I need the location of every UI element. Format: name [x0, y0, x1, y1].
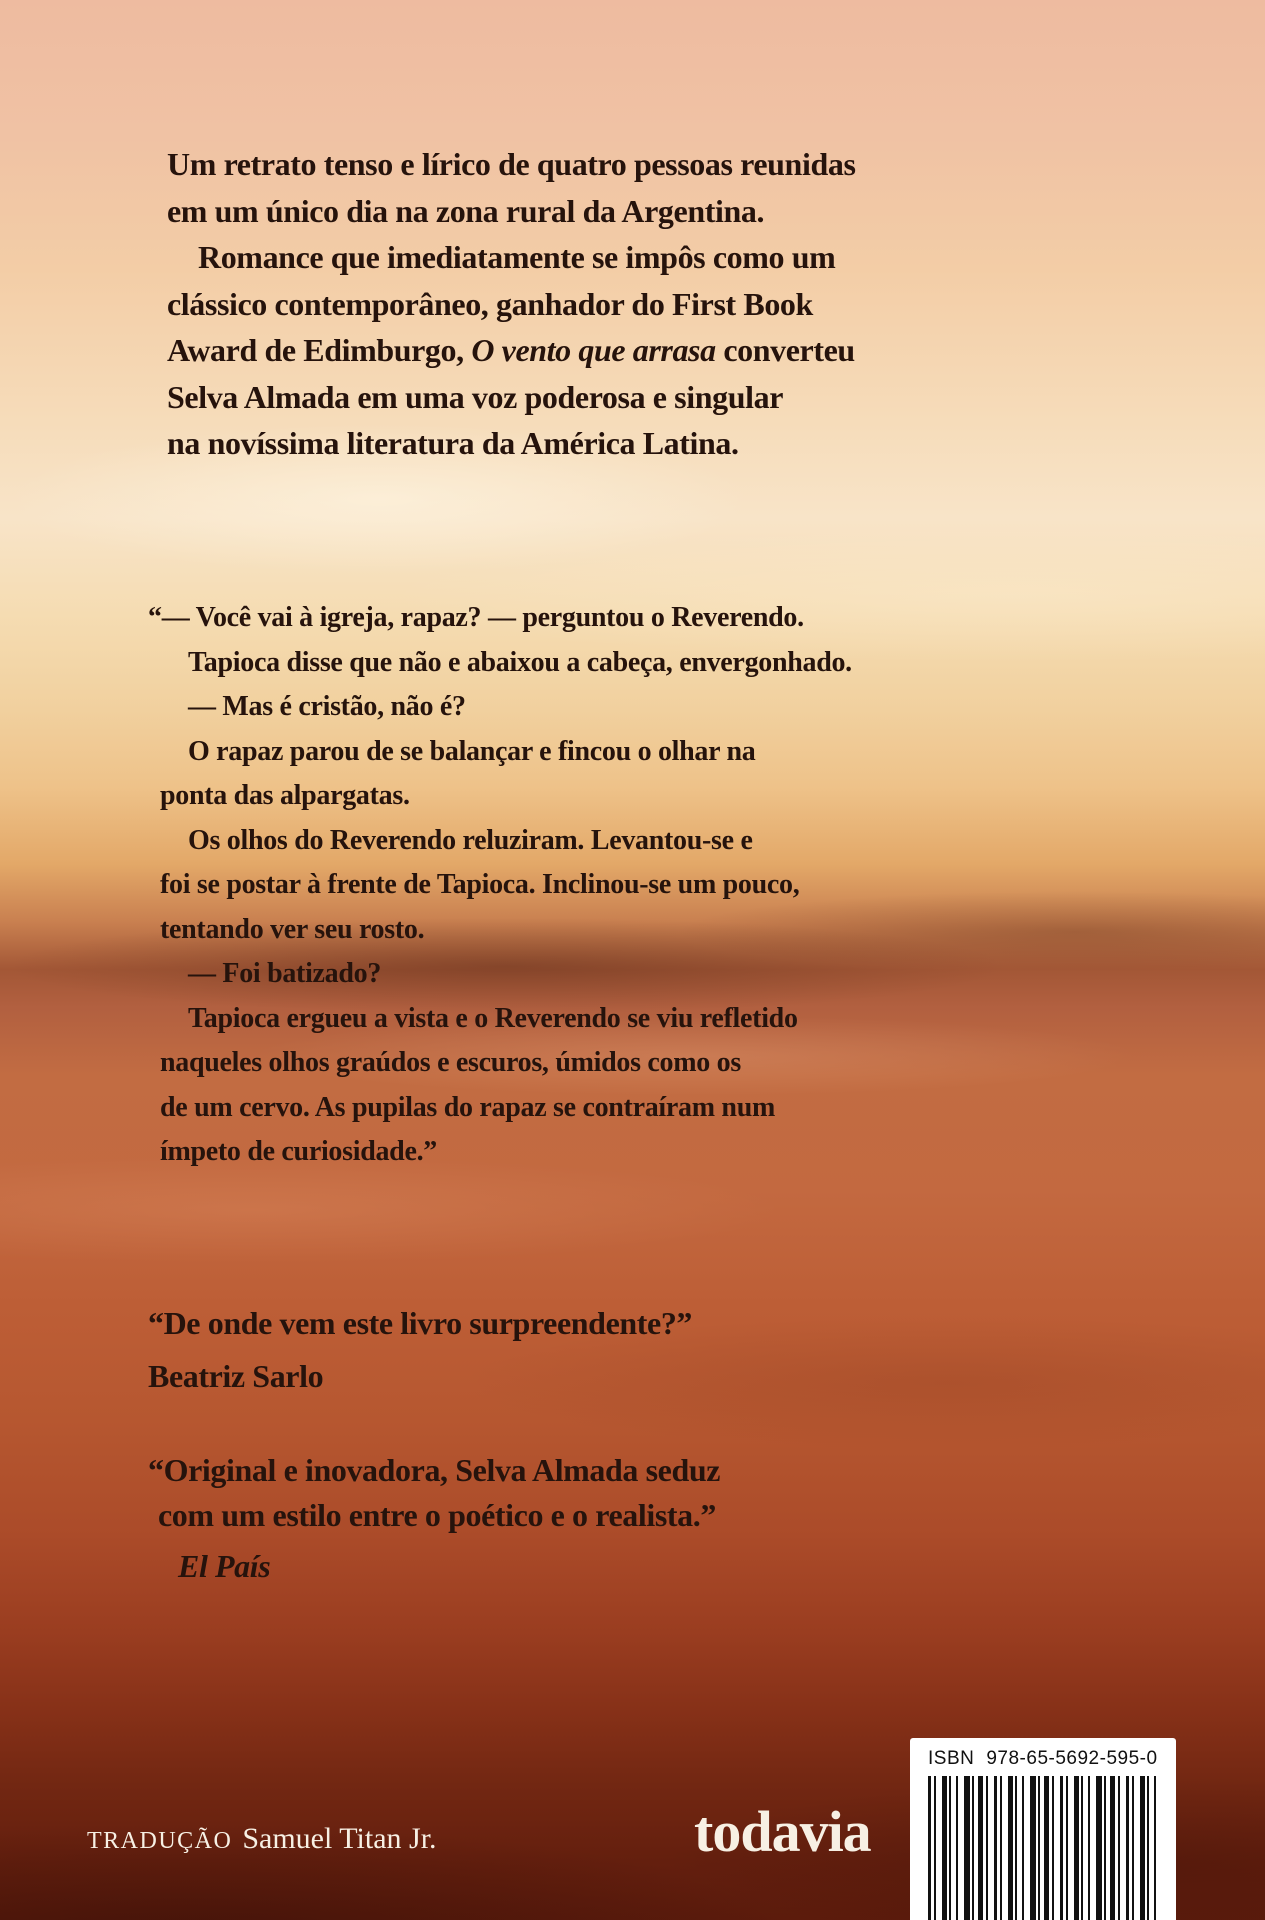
synopsis-text: converteu: [715, 332, 855, 368]
synopsis-line: Selva Almada em uma voz poderosa e singular: [167, 378, 784, 415]
publisher-logo-todavia: todavia: [694, 1799, 871, 1864]
book-title: O vento que arrasa: [471, 332, 716, 368]
excerpt-line: de um cervo. As pupilas do rapaz se contraíram num: [160, 1091, 776, 1123]
excerpt-line: foi se postar à frente de Tapioca. Inclinou-se um pouco,: [160, 869, 800, 900]
excerpt-line: ponta das alpargatas.: [160, 780, 410, 811]
excerpt-line: tentando ver seu rosto.: [160, 913, 425, 945]
synopsis-line: Romance que imediatamente se impôs como um: [198, 239, 836, 275]
synopsis-text: Award de Edimburgo,: [167, 332, 472, 368]
credit-role: TRADUÇÃO: [87, 1828, 233, 1854]
synopsis-paragraph: [167, 141, 856, 467]
review-el-pais: [148, 1448, 720, 1589]
isbn-label: ISBN: [928, 1748, 975, 1769]
isbn-text: [928, 1748, 1158, 1770]
isbn-number: 978-65-5692-595-0: [986, 1748, 1158, 1769]
review-quote: com um estilo entre o poético e o realista.”: [158, 1497, 716, 1533]
excerpt-line: naqueles olhos graúdos e escuros, úmidos como os: [160, 1047, 741, 1078]
review-beatriz-sarlo: [148, 1300, 692, 1399]
synopsis-line: na novíssima literatura da América Latina.: [167, 425, 739, 461]
review-author: Beatriz Sarlo: [148, 1358, 324, 1394]
barcode-bars: [928, 1776, 1158, 1920]
book-excerpt-quote: [148, 596, 852, 1175]
excerpt-line: Tapioca disse que não e abaixou a cabeça, envergonhado.: [188, 646, 852, 678]
excerpt-line: — Mas é cristão, não é?: [188, 691, 466, 722]
synopsis-line: [167, 327, 856, 374]
excerpt-line: O rapaz parou de se balançar e fincou o olhar na: [188, 735, 756, 767]
credit-name: Samuel Titan Jr.: [242, 1822, 437, 1855]
synopsis-line: em um único dia na zona rural da Argentina.: [167, 192, 765, 229]
synopsis-line: Um retrato tenso e lírico de quatro pessoas reunidas: [167, 146, 856, 182]
excerpt-line: “— Você vai à igreja, rapaz? — perguntou o Reverendo.: [148, 602, 804, 633]
excerpt-line: — Foi batizado?: [188, 958, 382, 989]
review-source: El País: [178, 1548, 271, 1584]
translation-credit: [87, 1822, 437, 1856]
excerpt-line: Os olhos do Reverendo reluziram. Levantou-se e: [188, 824, 753, 856]
review-quote: “De onde vem este livro surpreendente?”: [148, 1305, 693, 1341]
synopsis-line: clássico contemporâneo, ganhador do First Book: [167, 285, 813, 322]
isbn-barcode-box: [910, 1738, 1176, 1920]
excerpt-line: Tapioca ergueu a vista e o Reverendo se viu refletido: [188, 1002, 798, 1034]
excerpt-line: ímpeto de curiosidade.”: [160, 1136, 437, 1167]
review-quote: “Original e inovadora, Selva Almada seduz: [148, 1452, 721, 1488]
